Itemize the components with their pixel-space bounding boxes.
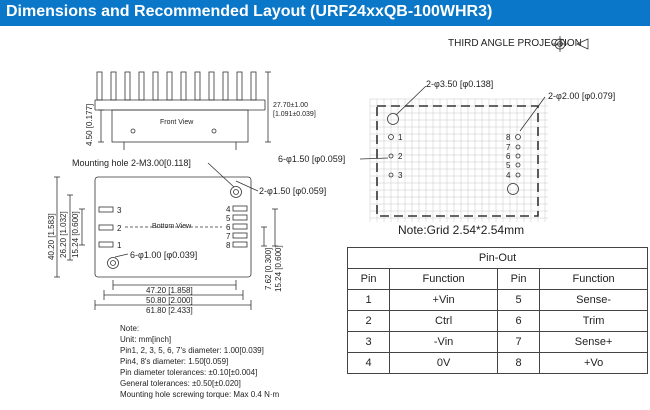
notes-block: [120, 323, 279, 400]
note-line: Pin1, 2, 3, 5, 6, 7's diameter: 1.00[0.039]: [120, 346, 264, 355]
pinout-title: Pin-Out: [348, 248, 648, 269]
layout-hole-top-label: 2-φ3.50 [φ0.138]: [426, 79, 494, 89]
function-cell: +Vin: [390, 290, 498, 311]
heatsink-fin: [125, 72, 130, 100]
right-dim-15-24: 15.24 [0.600]: [274, 245, 283, 292]
layout-pin-4: 4: [506, 171, 511, 180]
front-height-dim: 4.50 [0.177]: [85, 103, 94, 146]
front-view-label: Front View: [160, 119, 194, 126]
front-right-dim-2: [1.091±0.039]: [273, 111, 316, 118]
pinout-header: Pin: [348, 269, 390, 290]
page-title: Dimensions and Recommended Layout (URF24xxQB-100WHR3): [6, 3, 493, 20]
left-dim-15-24: 15.24 [0.600]: [71, 211, 80, 258]
layout-hole-left-label: 6-φ1.50 [φ0.059]: [278, 154, 346, 164]
layout-pin-3: 3: [398, 171, 403, 180]
pinout-header: Function: [540, 269, 648, 290]
pin-cell: 6: [497, 311, 539, 332]
heatsink-fin: [195, 72, 200, 100]
notes-title: Note:: [120, 324, 140, 333]
function-cell: +Vo: [540, 353, 648, 374]
layout-pin-2: 2: [398, 152, 403, 161]
heatsink-fin: [209, 72, 214, 100]
mounting-hole-label: Mounting hole 2-M3.00[0.118]: [72, 158, 191, 168]
left-dim-40-20: 40.20 [1.583]: [47, 213, 56, 260]
pinout-table: [347, 247, 648, 374]
right-dim-7-62: 7.62 [0.300]: [264, 247, 273, 290]
layout-pin-6: 6: [506, 152, 511, 161]
note-line: Mounting hole screwing torque: Max 0.4 N·m: [120, 390, 280, 399]
layout-grid: [370, 99, 548, 222]
front-right-dim-1: 27.70±1.00: [273, 102, 308, 109]
heatsink-fins: [97, 72, 256, 100]
right-pin-7: 7: [226, 232, 231, 241]
table-row: [348, 311, 648, 332]
left-pin-1: 1: [117, 241, 122, 250]
grid-caption: Note:Grid 2.54*2.54mm: [398, 223, 525, 237]
pin-hole-large-label: 6-φ1.00 [φ0.039]: [130, 250, 198, 260]
pin-cell: 7: [497, 332, 539, 353]
note-line: Pin4, 8's diameter: 1.50[0.059]: [120, 357, 229, 366]
heatsink-fin: [139, 72, 144, 100]
bottom-dim-61-80: 61.80 [2.433]: [146, 306, 193, 315]
pin-cell: 3: [348, 332, 390, 353]
bottom-view-label: Bottom View: [152, 223, 192, 230]
projection-label: THIRD ANGLE PROJECTION: [448, 38, 582, 49]
projection-symbol-icon: [552, 36, 588, 52]
pin-cell: 1: [348, 290, 390, 311]
table-row: [348, 353, 648, 374]
heatsink-fin: [237, 72, 242, 100]
layout-pin-7: 7: [506, 143, 511, 152]
heatsink-fin: [181, 72, 186, 100]
pin-hole-small-label: 2-φ1.50 [φ0.059]: [259, 186, 327, 196]
function-cell: 0V: [390, 353, 498, 374]
function-cell: Sense+: [540, 332, 648, 353]
heatsink-fin: [167, 72, 172, 100]
pinout-header: Pin: [497, 269, 539, 290]
note-line: General tolerances: ±0.50[±0.020]: [120, 379, 241, 388]
pin-cell: 4: [348, 353, 390, 374]
left-pin-3: 3: [117, 206, 122, 215]
layout-pin-8: 8: [506, 133, 511, 142]
pinout-header-row: [348, 269, 648, 290]
left-dim-26-20: 26.20 [1.032]: [59, 211, 68, 258]
function-cell: Ctrl: [390, 311, 498, 332]
function-cell: Sense-: [540, 290, 648, 311]
layout-hole-right-label: 2-φ2.00 [φ0.079]: [548, 91, 616, 101]
right-pin-5: 5: [226, 214, 231, 223]
pinout-title-row: [348, 248, 648, 269]
table-row: [348, 332, 648, 353]
note-line: Pin diameter tolerances: ±0.10[±0.004]: [120, 368, 258, 377]
pinout-header: Function: [390, 269, 498, 290]
right-pin-8: 8: [226, 241, 231, 250]
heatsink-fin: [111, 72, 116, 100]
heatsink-fin: [223, 72, 228, 100]
right-pin-6: 6: [226, 223, 231, 232]
note-line: Unit: mm[inch]: [120, 335, 172, 344]
layout-outline: [360, 86, 545, 216]
function-cell: -Vin: [390, 332, 498, 353]
pin-cell: 2: [348, 311, 390, 332]
left-pin-2: 2: [117, 224, 122, 233]
heatsink-fin: [153, 72, 158, 100]
pin-cell: 5: [497, 290, 539, 311]
front-view-drawing: [95, 72, 271, 150]
pin-cell: 8: [497, 353, 539, 374]
function-cell: Trim: [540, 311, 648, 332]
heatsink-fin: [251, 72, 256, 100]
layout-pin-1: 1: [398, 133, 403, 142]
table-row: [348, 290, 648, 311]
layout-pin-5: 5: [506, 161, 511, 170]
bottom-dim-47-20: 47.20 [1.858]: [146, 286, 193, 295]
bottom-dim-50-80: 50.80 [2.000]: [146, 296, 193, 305]
heatsink-fin: [97, 72, 102, 100]
right-pin-4: 4: [226, 205, 231, 214]
